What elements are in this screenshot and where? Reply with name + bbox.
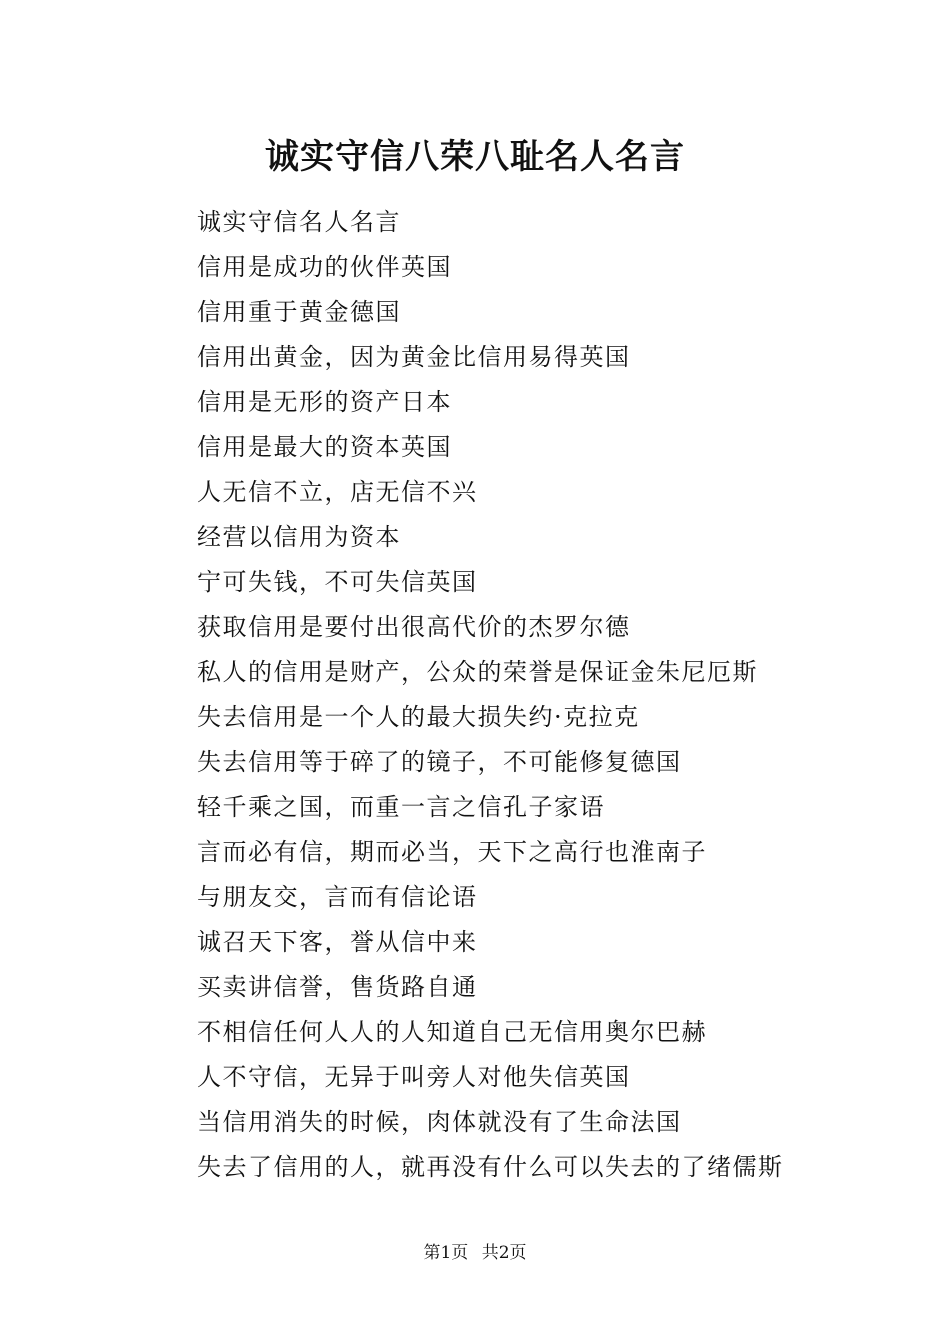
quote-line: 获取信用是要付出很高代价的杰罗尔德 — [197, 613, 631, 641]
quote-line: 失去了信用的人，就再没有什么可以失去的了绪儒斯 — [197, 1153, 784, 1181]
quote-line: 失去信用是一个人的最大损失约·克拉克 — [197, 703, 640, 731]
quote-line: 轻千乘之国，而重一言之信孔子家语 — [197, 793, 605, 821]
quote-line: 诚实守信名人名言 — [197, 208, 401, 236]
quote-line: 言而必有信，期而必当，天下之高行也淮南子 — [197, 838, 707, 866]
quote-line: 经营以信用为资本 — [197, 523, 401, 551]
quote-line: 失去信用等于碎了的镜子，不可能修复德国 — [197, 748, 682, 776]
quote-line: 不相信任何人人的人知道自己无信用奥尔巴赫 — [197, 1018, 707, 1046]
quote-line: 与朋友交，言而有信论语 — [197, 883, 478, 911]
quote-line: 宁可失钱，不可失信英国 — [197, 568, 478, 596]
quote-line: 当信用消失的时候，肉体就没有了生命法国 — [197, 1108, 682, 1136]
quote-line: 人无信不立，店无信不兴 — [197, 478, 478, 506]
page-footer — [0, 1241, 950, 1265]
quote-line: 信用是最大的资本英国 — [197, 433, 452, 461]
page-number-total: 共2页 — [481, 1243, 527, 1263]
quote-list — [197, 200, 897, 1190]
quote-line: 买卖讲信誉，售货路自通 — [197, 973, 478, 1001]
quote-line: 人不守信，无异于叫旁人对他失信英国 — [197, 1063, 631, 1091]
document-title: 诚实守信八荣八耻名人名言 — [265, 137, 685, 177]
quote-line: 诚召天下客，誉从信中来 — [197, 928, 478, 956]
quote-line: 信用出黄金，因为黄金比信用易得英国 — [197, 343, 631, 371]
quote-line: 信用是无形的资产日本 — [197, 388, 452, 416]
page-number-current: 第1页 — [423, 1243, 469, 1263]
quote-line: 信用重于黄金德国 — [197, 298, 401, 326]
quote-line: 私人的信用是财产，公众的荣誉是保证金朱尼厄斯 — [197, 658, 758, 686]
quote-line: 信用是成功的伙伴英国 — [197, 253, 452, 281]
